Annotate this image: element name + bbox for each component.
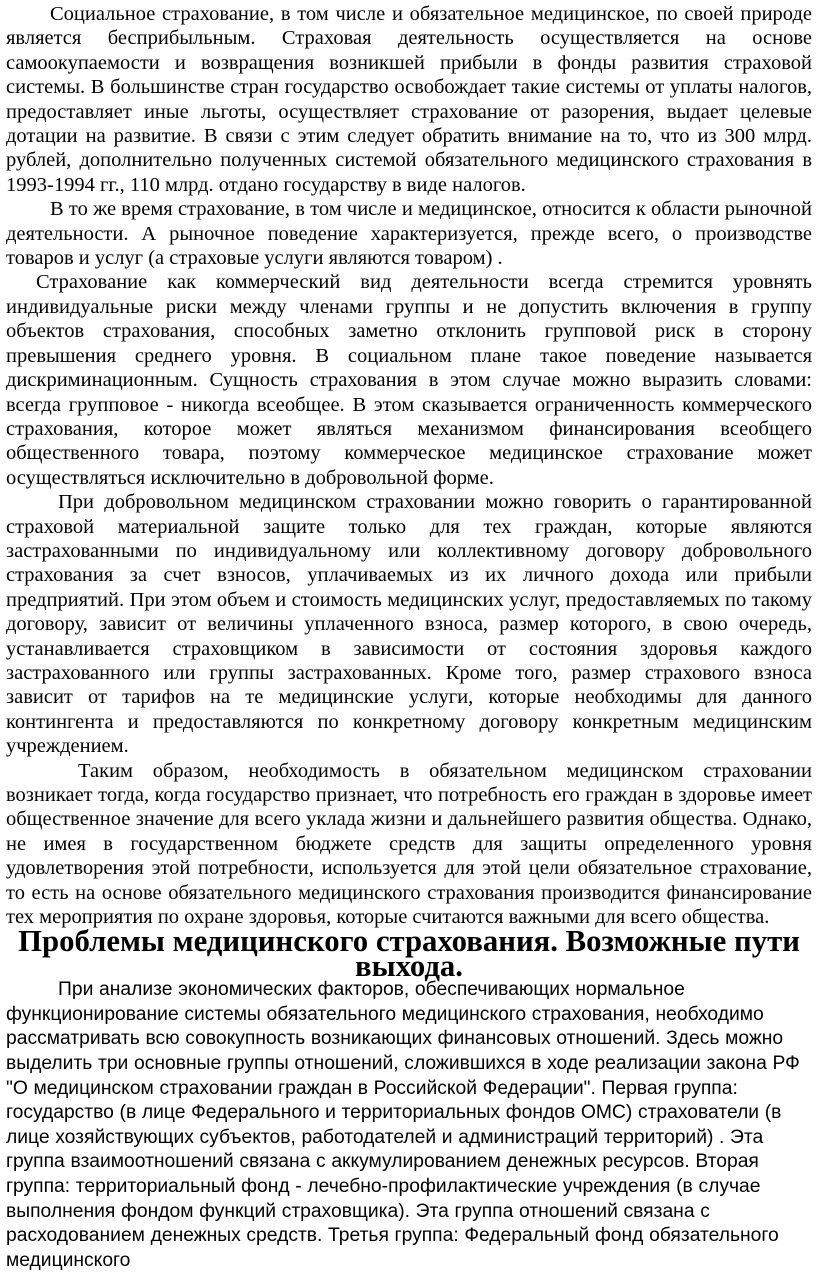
paragraph-commercial-insurance: Страхование как коммерческий вид деятельности всегда стремится уровнять индивидуальные риски между членами группы и не допустить включения в группу объектов страхования, способных заметно отклонить групповой риск в сторону превышения среднего уровня. В социальном плане такое поведение называется дискриминационным. Сущность страхования в этом случае можно выразить словами: всегда групповое - никогда всеобщее. В этом сказывается ограниченность коммерческого страхования, которое может являться механизмом финансирования всеобщего общественного товара, поэтому коммерческое медицинское страхование может осуществляться исключительно в добровольной форме. (6, 271, 812, 489)
paragraph-market-activity: В то же время страхование, в том числе и медицинское, относится к области рыночной деятельности. А рыночное поведение характеризуется, прежде всего, о производстве товаров и услуг (а страховые услуги являются товаром) . (6, 198, 812, 270)
section-heading: Проблемы медицинского страхования. Возможные пути выхода. (18, 924, 800, 983)
paragraph-social-insurance: Социальное страхование, в том числе и обязательное медицинское, по своей природе является бесприбыльным. Страховая деятельность осуществляется на основе самоокупаемости и возвращения возникшей прибыли в фонды развития страховой системы. В большинстве стран государство освобождает такие системы от уплаты налогов, предоставляет иные льготы, осуществляет страхование от разорения, выдает целевые дотации на развитие. В связи с этим следует обратить внимание на то, что из 300 млрд. рублей, дополнительно полученных системой обязательного медицинского страхования в 1993-1994 гг., 110 млрд. отдано государству в виде налогов. (6, 3, 812, 196)
paragraph-economic-factors: При анализе экономических факторов, обеспечивающих нормальное функционирование системы обязательного медицинского страхования, необходимо рассматривать всю совокупность возникающих финансовых отношений. Здесь можно выделить три основные группы отношений, сложившихся в ходе реализации закона РФ "О медицинском страховании граждан в Российской Федерации". Первая группа: государство (в лице Федерального и территориальных фондов ОМС) страхователи (в лице хозяйствующих субъектов, работодателей и администраций территорий) . Эта группа взаимоотношений связана с аккумулированием денежных ресурсов. Вторая группа: территориальный фонд - лечебно-профилактические учреждения (в случае выполнения фондом функций страховщика). Эта группа отношений связана с расходованием денежных средств. Третья группа: Федеральный фонд обязательного медицинского (6, 979, 800, 1271)
paragraph-voluntary-insurance: При добровольном медицинском страховании можно говорить о гарантированной страховой материальной защите только для тех граждан, которые являются застрахованными по индивидуальному или коллективному договору добровольного страхования за счет взносов, уплачиваемых из их личного дохода или прибыли предприятий. При этом объем и стоимость медицинских услуг, предоставляемых по такому договору, зависит от величины уплаченного взноса, размер которого, в свою очередь, устанавливается страховщиком в зависимости от состояния здоровья каждого застрахованного или группы застрахованных. Кроме того, размер страхового взноса зависит от тарифов на те медицинские услуги, которые необходимы для данного контингента и предоставляются по конкретному договору конкретным медицинским учреждением. (6, 491, 812, 758)
paragraph-mandatory-insurance: Таким образом, необходимость в обязательном медицинском страховании возникает тогда, когда государство признает, что потребность его граждан в здоровье имеет общественное значение для всего уклада жизни и дальнейшего развития общества. Однако, не имея в государственном бюджете средств для защиты определенного уровня удовлетворения этой потребности, используется для этой цели обязательное страхование, то есть на основе обязательного медицинского страхования производится финансирование тех мероприятия по охране здоровья, которые считаются важными для всего общества. (6, 759, 812, 929)
